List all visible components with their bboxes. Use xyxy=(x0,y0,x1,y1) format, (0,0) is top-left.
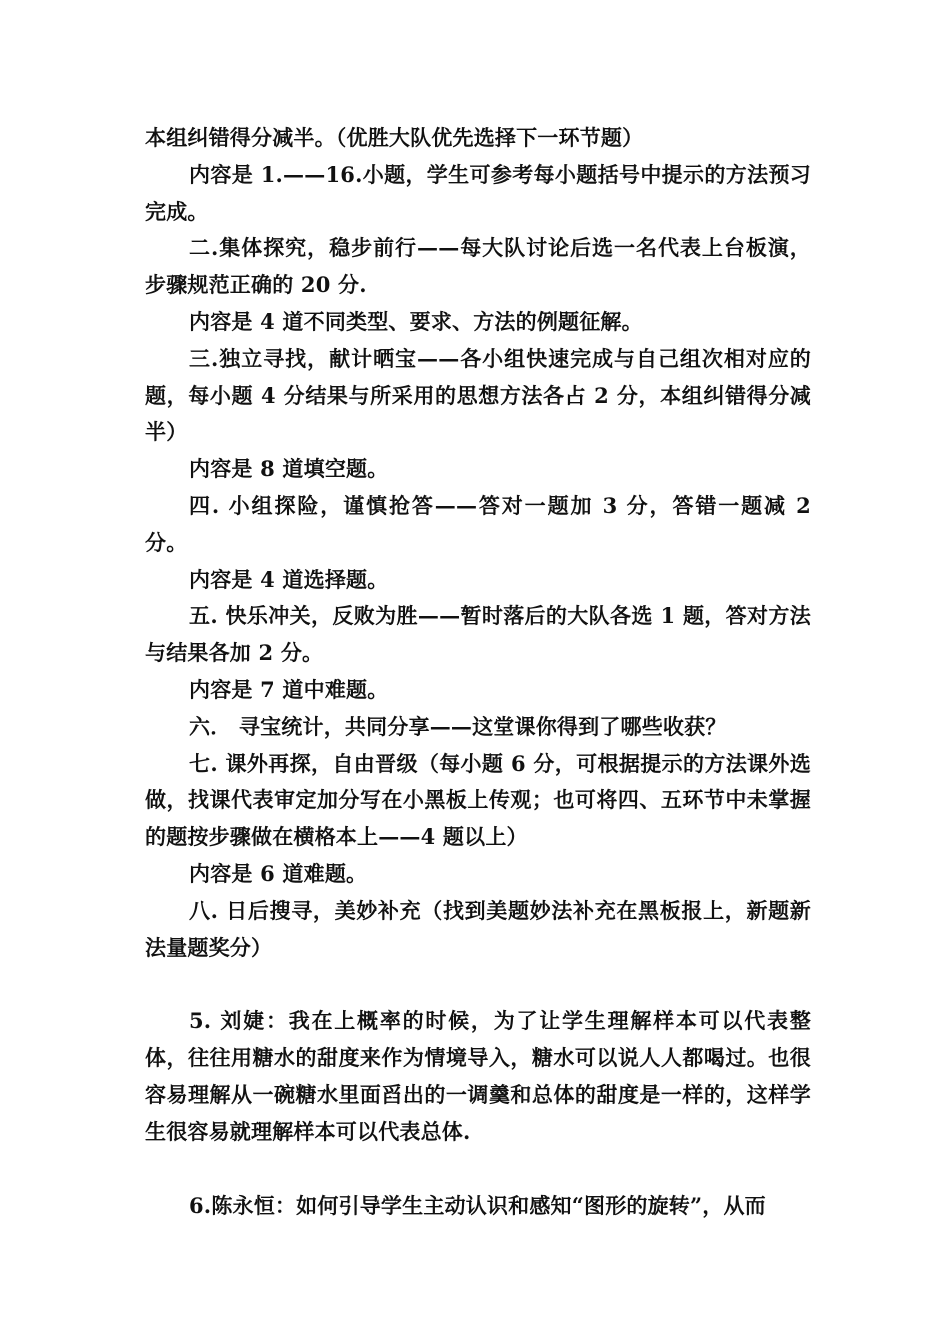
paragraph-step-4: 四. 小组探险，谨慎抢答——答对一题加 3 分，答错一题减 2 分。 xyxy=(145,492,811,555)
paragraph-spacer xyxy=(145,1151,811,1188)
paragraph-content-3: 内容是 8 道填空题。 xyxy=(189,456,389,482)
document-body xyxy=(145,120,811,1224)
paragraph-continuation: 本组纠错得分减半。（优胜大队优先选择下一环节题） xyxy=(145,125,644,150)
paragraph-content-4: 内容是 4 道选择题。 xyxy=(189,566,389,592)
paragraph-content-7: 内容是 6 道难题。 xyxy=(189,860,368,886)
paragraph-step-3: 三.独立寻找，献计晒宝——各小组快速完成与自己组次相对应的题，每小题 4 分结果与所采用的思想方法各占 2 分，本组纠错得分减半） xyxy=(145,345,811,445)
paragraph-step-8: 八. 日后搜寻，美妙补充（找到美题妙法补充在黑板报上，新题新法量题奖分） xyxy=(145,897,811,960)
paragraph-comment-6: 6.陈永恒：如何引导学生主动认识和感知“图形的旋转”，从而 xyxy=(189,1192,766,1218)
paragraph-step-5: 五. 快乐冲关，反败为胜——暂时落后的大队各选 1 题，答对方法与结果各加 2 分。 xyxy=(145,603,811,666)
paragraph-step-7: 七. 课外再探，自由晋级（每小题 6 分，可根据提示的方法课外选做，找课代表审定加分写在小黑板上传观；也可将四、五环节中未掌握的题按步骤做在横格本上——4 题以上） xyxy=(145,750,811,850)
paragraph-content-1: 内容是 1.——16.小题，学生可参考每小题括号中提示的方法预习完成。 xyxy=(145,161,811,224)
paragraph-content-2: 内容是 4 道不同类型、要求、方法的例题征解。 xyxy=(189,308,643,334)
paragraph-step-6: 六． 寻宝统计，共同分享——这堂课你得到了哪些收获？ xyxy=(189,713,727,739)
paragraph-content-5: 内容是 7 道中难题。 xyxy=(189,676,389,702)
paragraph-spacer xyxy=(145,966,811,1003)
paragraph-comment-5: 5. 刘婕：我在上概率的时候，为了让学生理解样本可以代表整体，往往用糖水的甜度来作为情境导入，糖水可以说人人都喝过。也很容易理解从一碗糖水里面舀出的一调羹和总体的甜度是一样的，这样学生很容易就理解样本可以代表总体. xyxy=(145,1008,811,1144)
paragraph-step-2: 二.集体探究，稳步前行——每大队讨论后选一名代表上台板演，步骤规范正确的 20 分. xyxy=(145,235,811,298)
